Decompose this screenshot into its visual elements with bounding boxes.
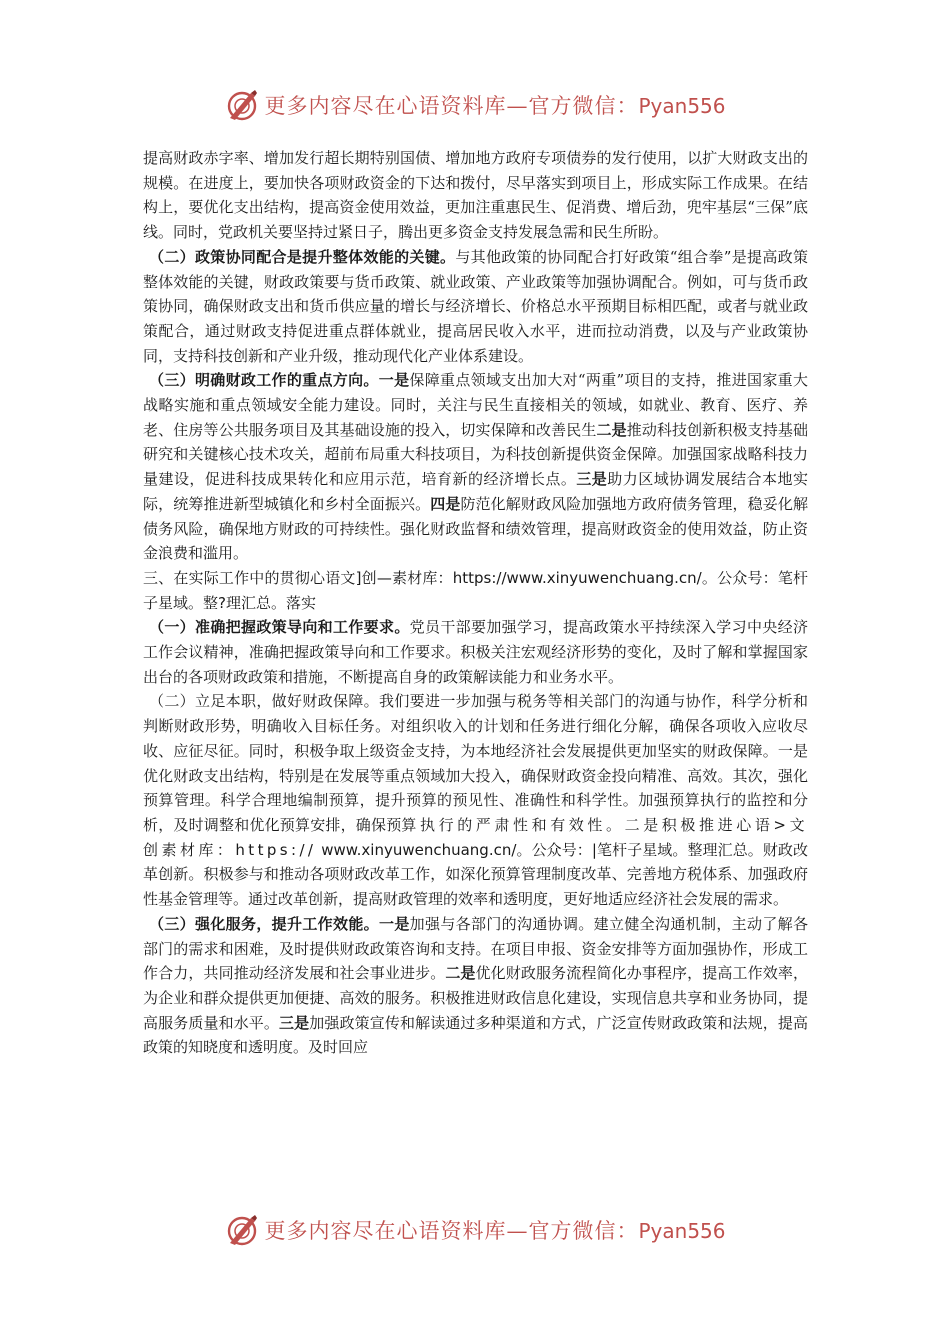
pen-logo-icon	[224, 87, 260, 123]
pen-logo-icon	[224, 1212, 260, 1248]
section-heading: （二）政策协同配合是提升整体效能的关键。	[149, 247, 456, 266]
header-banner	[0, 85, 950, 125]
document-body	[143, 146, 808, 1060]
section-heading: （三）强化服务，提升工作效能。	[149, 914, 379, 933]
paragraph: 提高财政赤字率、增加发行超长期特别国债、增加地方政府专项债券的发行使用，以扩大财政支出的规模。在进度上，要加快各项财政资金的下达和拨付，尽早落实到项目上，形成实际工作成果。在结构上，要优化支出结构，提高资金使用效益，更加注重惠民生、促消费、增后劲，兜牢基层“三保”底线。同时，党政机关要坚持过紧日子，腾出更多资金支持发展急需和民生所盼。	[143, 149, 808, 242]
section-heading: （三）明确财政工作的重点方向。	[149, 371, 379, 390]
paragraph: （二）政策协同配合是提升整体效能的关键。与其他政策的协同配合打好政策“组合拳”是提高政策整体效能的关键，财政政策要与货币政策、就业政策、产业政策等加强协调配合。例如，可与货币政策协同，确保财政支出和货币供应量的增长与经济增长、价格总水平预期目标相匹配，或者与就业政策配合，通过财政支持促进重点群体就业，提高居民收入水平，进而拉动消费，以及与产业政策协同，支持科技创新和产业升级，推动现代化产业体系建设。	[143, 247, 808, 365]
paragraph: （二）立足本职，做好财政保障。我们要进一步加强与税务等相关部门的沟通与协作，科学分析和判断财政形势，明确收入目标任务。对组织收入的计划和任务进行细化分解，确保各项收入应收尽收、应征尽征。同时，积极争取上级资金支持，为本地经济社会发展提供更加坚实的财政保障。一是优化财政支出结构，特别是在发展等重点领域加大投入，确保财政资金投向精准、高效。其次，强化预算管理。科学合理地编制预算，提升预算的预见性、准确性和科学性。加强预算执行的监控和分析，及时调整和优化预算安排，确保预算执行的严肃性和有效性。二是积极推进心语>文创素材库：https:// www.xinyuwenchuang.cn/。公众号：|笔杆子星域。整理汇总。财政改革创新。积极参与和推动各项财政改革工作，如深化预算管理制度改革、完善地方税体系、加强政府性基金管理等。通过改革创新，提高财政管理的效率和透明度，更好地适应经济社会发展的需求。	[143, 692, 809, 909]
paragraph: （一）准确把握政策导向和工作要求。党员干部要加强学习，提高政策水平持续深入学习中央经济工作会议精神，准确把握政策导向和工作要求。积极关注宏观经济形势的变化，及时了解和掌握国家出台的各项财政政策和措施，不断提高自身的政策解读能力和业务水平。	[143, 618, 808, 686]
wechat-id: Pyan556	[638, 94, 726, 118]
wechat-id: Pyan556	[638, 1219, 726, 1243]
section-heading: （一）准确把握政策导向和工作要求。	[149, 618, 410, 637]
footer-banner	[0, 1210, 950, 1250]
banner-text: 更多内容尽在心语资料库—官方微信：Pyan556	[264, 1219, 726, 1243]
paragraph: （三）明确财政工作的重点方向。一是保障重点领域支出加大对“两重”项目的支持，推进国家重大战略实施和重点领域安全能力建设。同时，关注与民生直接相关的领域，如就业、教育、医疗、养老、住房等公共服务项目及其基础设施的投入，切实保障和改善民生二是推动科技创新积极支持基础研究和关键核心技术攻关，超前布局重大科技项目，为科技创新提供资金保障。加强国家战略科技力量建设，促进科技成果转化和应用示范，培育新的经济增长点。三是助力区域协调发展结合本地实际，统筹推进新型城镇化和乡村全面振兴。四是防范化解财政风险加强地方政府债务管理，稳妥化解债务风险，确保地方财政的可持续性。强化财政监督和绩效管理，提高财政资金的使用效益，防止资金浪费和滥用。	[143, 371, 808, 563]
paragraph: （三）强化服务，提升工作效能。一是加强与各部门的沟通协调。建立健全沟通机制，主动了解各部门的需求和困难，及时提供财政政策咨询和支持。在项目申报、资金安排等方面加强协作，形成工作合力，共同推动经济发展和社会事业进步。二是优化财政服务流程简化办事程序，提高工作效率，为企业和群众提供更加便捷、高效的服务。积极推进财政信息化建设，实现信息共享和业务协同，提高服务质量和水平。三是加强政策宣传和解读通过多种渠道和方式，广泛宣传财政政策和法规，提高政策的知晓度和透明度。及时回应	[143, 914, 808, 1057]
banner-text: 更多内容尽在心语资料库—官方微信：Pyan556	[264, 94, 726, 118]
watermark-paragraph: 三、在实际工作中的贯彻心语文]创—素材库：https://www.xinyuwenchuang.cn/。公众号：笔杆子星域。整?理汇总。落实	[143, 568, 808, 612]
